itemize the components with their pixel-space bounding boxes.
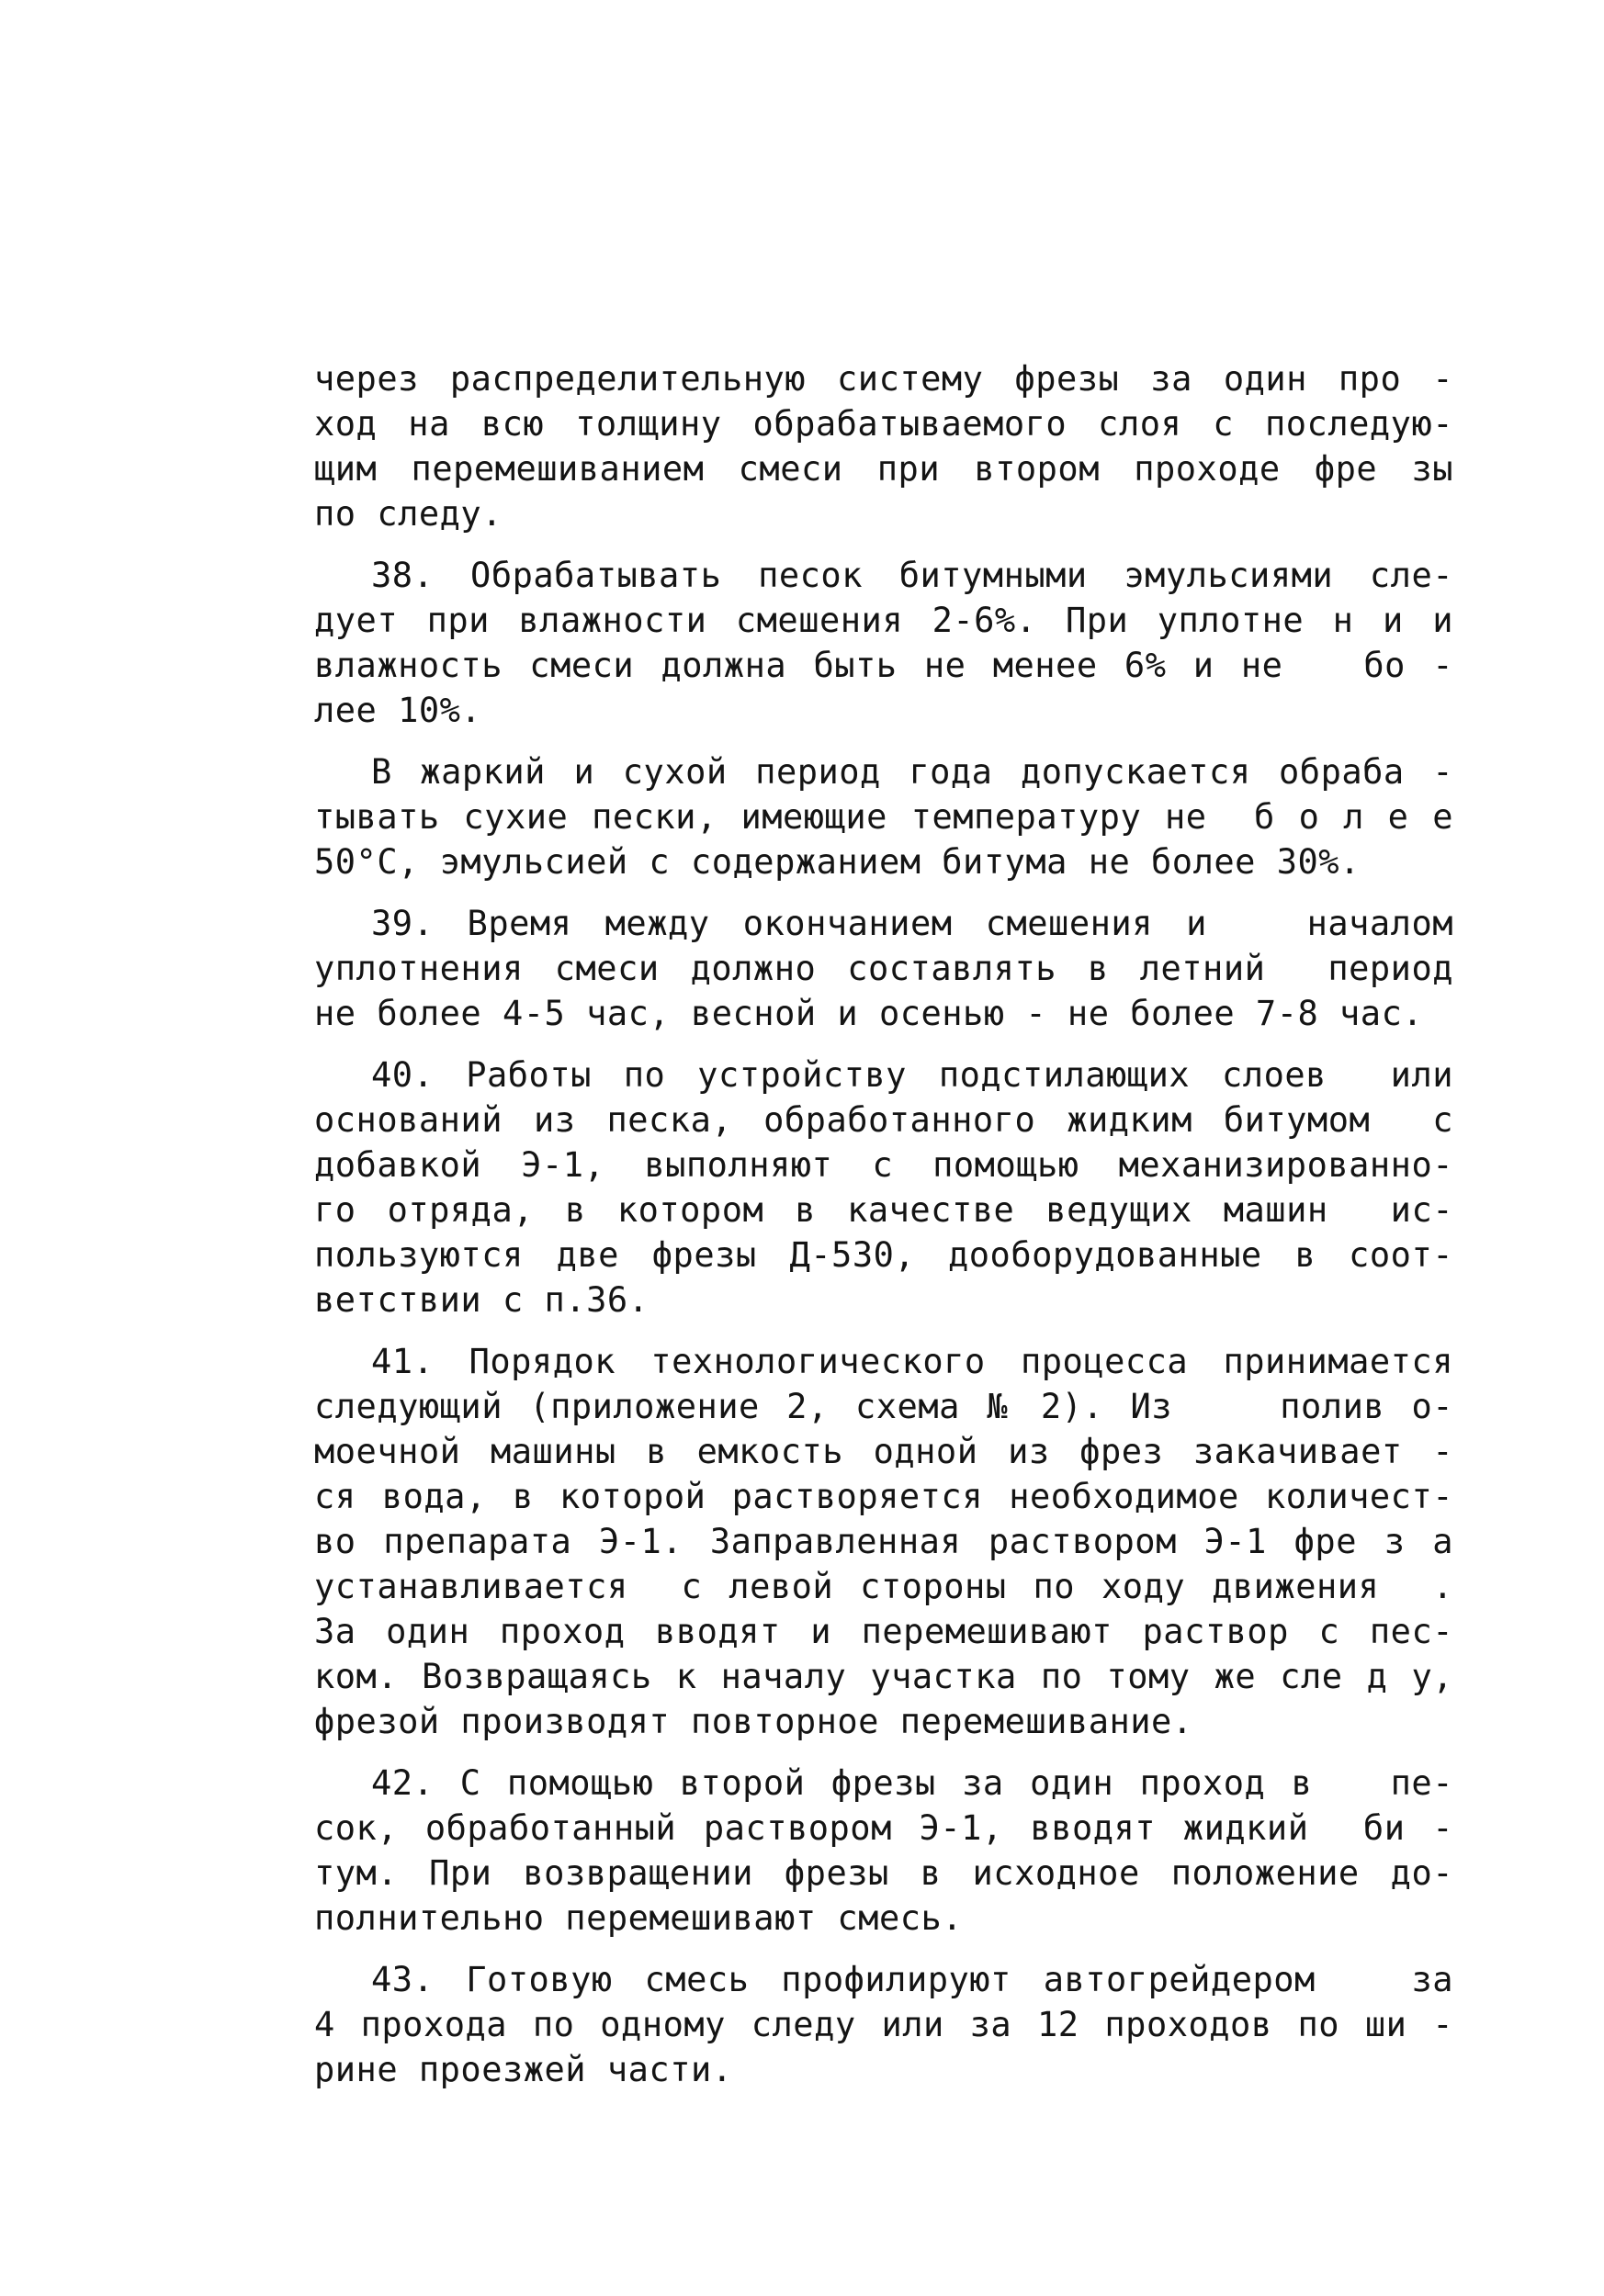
text-line: 43. Готовую смесь профилируют автогрейдером за <box>371 1960 1453 1999</box>
text-line: щим перемешиванием смеси при втором проходе фре зы <box>314 449 1453 489</box>
text-line: ход на всю толщину обрабатываемого слоя с последую- <box>314 404 1453 444</box>
text-line: влажность смеси должна быть не менее 6% и не бо - <box>314 646 1453 685</box>
text-line: моечной машины в емкость одной из фрез закачивает - <box>314 1432 1453 1471</box>
text-line: 40. Работы по устройству подстилающих слоев или <box>371 1055 1453 1095</box>
text-line: лее 10%. <box>314 691 482 730</box>
text-line: через распределительную систему фрезы за один про - <box>314 359 1453 399</box>
text-line: 42. С помощью второй фрезы за один проход в пе- <box>371 1763 1453 1803</box>
text-line: За один проход вводят и перемешивают раствор с пес- <box>314 1612 1453 1651</box>
text-line: тум. При возвращении фрезы в исходное положение до- <box>314 1853 1453 1893</box>
text-line: добавкой Э-1, выполняют с помощью механизированно- <box>314 1145 1453 1185</box>
text-line: го отряда, в котором в качестве ведущих машин ис- <box>314 1190 1453 1230</box>
paragraph-42 <box>314 1761 1453 1941</box>
paragraph-41 <box>314 1339 1453 1744</box>
text-line: полнительно перемешивают смесь. <box>314 1898 964 1938</box>
text-line: следующий (приложение 2, схема № 2). Из полив о- <box>314 1387 1453 1426</box>
text-line: 50°С, эмульсией с содержанием битума не более 30%. <box>314 842 1361 882</box>
paragraph-hot-period <box>314 749 1453 884</box>
text-line: сок, обработанный раствором Э-1, вводят жидкий би - <box>314 1808 1453 1848</box>
paragraph-38 <box>314 553 1453 733</box>
text-line: фрезой производят повторное перемешивание. <box>314 1702 1193 1741</box>
body-text <box>314 356 1453 2092</box>
text-line: рине проезжей части. <box>314 2050 733 2089</box>
text-line: дует при влажности смешения 2-6%. При уплотне н и и <box>314 601 1453 640</box>
text-line: не более 4-5 час, весной и осенью - не более 7-8 час. <box>314 994 1424 1033</box>
text-line: 39. Время между окончанием смешения и началом <box>371 904 1453 943</box>
paragraph-40 <box>314 1052 1453 1322</box>
paragraph-continuation <box>314 356 1453 536</box>
text-line: ся вода, в которой растворяется необходимое количест- <box>314 1477 1453 1516</box>
text-line: ветствии с п.36. <box>314 1280 650 1320</box>
paragraph-39 <box>314 901 1453 1036</box>
text-line: пользуются две фрезы Д-530, дооборудованные в соот- <box>314 1235 1453 1275</box>
paragraph-43 <box>314 1957 1453 2092</box>
text-line: В жаркий и сухой период года допускается обраба - <box>371 752 1453 792</box>
text-line: 41. Порядок технологического процесса принимается <box>371 1342 1453 1381</box>
text-line: ком. Возвращаясь к началу участка по тому же сле д у, <box>314 1657 1453 1696</box>
text-line: устанавливается с левой стороны по ходу движения . <box>314 1567 1453 1606</box>
text-line: 4 прохода по одному следу или за 12 проходов по ши - <box>314 2005 1453 2044</box>
text-line: тывать сухие пески, имеющие температуру не б о л е е <box>314 797 1453 837</box>
text-line: уплотнения смеси должно составлять в летний период <box>314 949 1453 988</box>
text-line: по следу. <box>314 494 503 534</box>
text-line: оснований из песка, обработанного жидким битумом с <box>314 1100 1453 1140</box>
text-line: во препарата Э-1. Заправленная раствором Э-1 фре з а <box>314 1522 1453 1561</box>
text-line: 38. Обрабатывать песок битумными эмульсиями сле- <box>371 556 1453 595</box>
